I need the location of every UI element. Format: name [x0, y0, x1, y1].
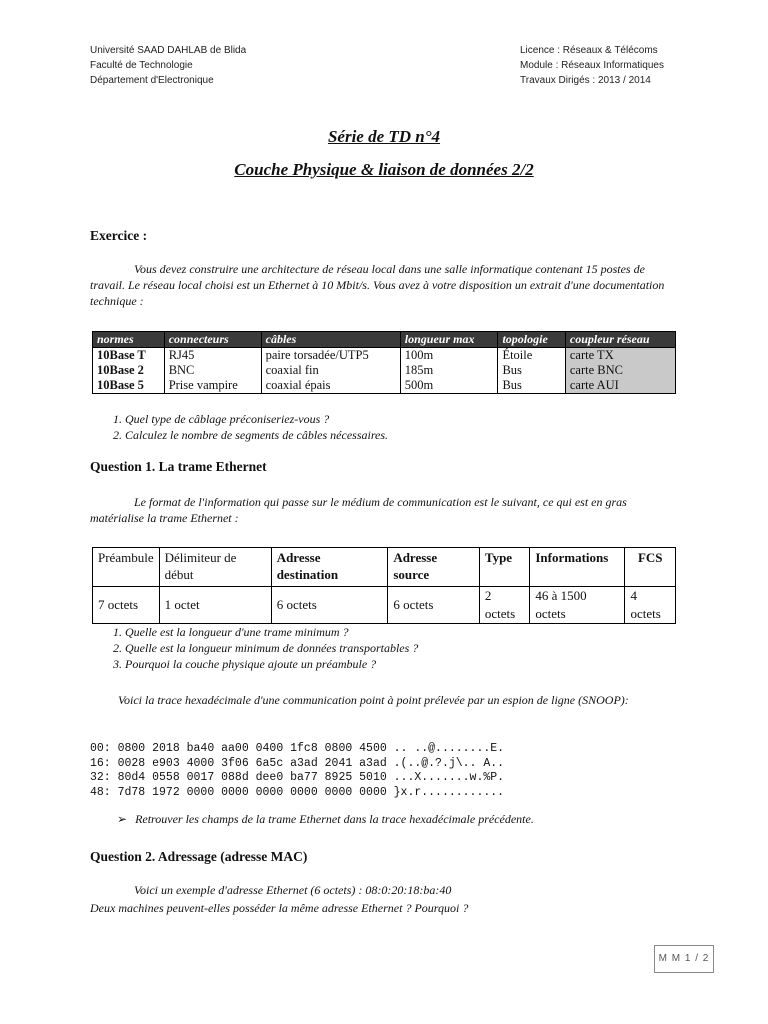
- q1-heading: Question 1. La trame Ethernet: [90, 459, 267, 474]
- col-topologie: topologie: [498, 332, 565, 348]
- arrow-instruction: ➢ Retrouver les champs de la trame Ethernet dans la trace hexadécimale précédente.: [117, 812, 534, 826]
- hex-line: 48: 7d78 1972 0000 0000 0000 0000 0000 0000 }x.r............: [90, 785, 505, 799]
- field-preambule: Préambule: [93, 548, 160, 587]
- col-normes: normes: [93, 332, 165, 348]
- list-item: 1. Quel type de câblage préconiseriez-vous ?: [125, 411, 388, 427]
- table-cell: 7 octets: [93, 587, 160, 624]
- table-cell: carte TX: [565, 348, 675, 364]
- table-cell: 1 octet: [159, 587, 271, 624]
- trace-intro: Voici la trace hexadécimale d'une communication point à point prélevée par un espion de ligne (SNOOP):: [118, 693, 629, 707]
- field-type: Type: [479, 548, 529, 587]
- list-item: 2. Calculez le nombre de segments de câbles nécessaires.: [125, 427, 388, 443]
- list-item: 2. Quelle est la longueur minimum de données transportables ?: [125, 640, 418, 656]
- q2-heading: Question 2. Adressage (adresse MAC): [90, 849, 308, 864]
- frame-table: [92, 547, 676, 624]
- table-cell: Prise vampire: [164, 378, 261, 394]
- table-cell: BNC: [164, 363, 261, 378]
- table-cell: coaxial épais: [261, 378, 400, 394]
- table-cell: carte BNC: [565, 363, 675, 378]
- table-row: [93, 363, 676, 378]
- table-cell: carte AUI: [565, 378, 675, 394]
- arrow-bullet-icon: ➢: [117, 812, 128, 826]
- licence-label: Licence : Réseaux & Télécoms: [520, 45, 658, 56]
- list-item: 3. Pourquoi la couche physique ajoute un préambule ?: [125, 656, 418, 672]
- faculty-name: Faculté de Technologie: [90, 60, 193, 71]
- q1-intro: Le format de l'information qui passe sur le médium de communication est le suivant, ce qui est en gras matérialise la trame Ethernet :: [90, 495, 627, 525]
- q2-line2: Deux machines peuvent-elles posséder la même adresse Ethernet ? Pourquoi ?: [90, 901, 469, 915]
- table-cell: 10Base 5: [93, 378, 165, 394]
- table-cell: 4 octets: [625, 587, 676, 624]
- col-coupleur: coupleur réseau: [565, 332, 675, 348]
- q1-questions: [90, 624, 418, 672]
- frame-header-row: [93, 548, 676, 587]
- table-cell: Étoile: [498, 348, 565, 364]
- table-row: [93, 348, 676, 364]
- list-item: 1. Quelle est la longueur d'une trame minimum ?: [125, 624, 418, 640]
- table-cell: 6 octets: [388, 587, 480, 624]
- table-cell: coaxial fin: [261, 363, 400, 378]
- field-delimiteur: Délimiteur de début: [159, 548, 271, 587]
- frame-value-row: [93, 587, 676, 624]
- table-cell: 100m: [400, 348, 498, 364]
- table-cell: 500m: [400, 378, 498, 394]
- col-cables: câbles: [261, 332, 400, 348]
- table-cell: Bus: [498, 378, 565, 394]
- field-fcs: FCS: [625, 548, 676, 587]
- q2-line1: Voici un exemple d'adresse Ethernet (6 octets) : 08:0:20:18:ba:40: [134, 883, 452, 897]
- university-name: Université SAAD DAHLAB de Blida: [90, 45, 247, 56]
- year-label: Travaux Dirigés : 2013 / 2014: [520, 75, 651, 86]
- field-source: Adresse source: [388, 548, 480, 587]
- hex-line: 32: 80d4 0558 0017 088d dee0 ba77 8925 5010 ...X.......w.%P.: [90, 771, 505, 784]
- exercise-heading: Exercice :: [90, 228, 148, 243]
- table-cell: Bus: [498, 363, 565, 378]
- table-header-row: [93, 332, 676, 348]
- hex-line: 16: 0028 e903 4000 3f06 6a5c a3ad 2041 a3ad .(..@.?.j\.. A..: [90, 756, 505, 770]
- exercise-questions: [90, 411, 388, 443]
- table-cell: 185m: [400, 363, 498, 378]
- header-right: [520, 43, 664, 88]
- header-left: [90, 43, 246, 88]
- col-connecteurs: connecteurs: [164, 332, 261, 348]
- table-cell: 2 octets: [479, 587, 529, 624]
- table-cell: 6 octets: [271, 587, 388, 624]
- table-cell: 46 à 1500 octets: [530, 587, 625, 624]
- department-name: Département d'Electronique: [90, 75, 214, 86]
- page-subtitle: Couche Physique & liaison de données 2/2: [234, 160, 534, 179]
- module-label: Module : Réseaux Informatiques: [520, 60, 664, 71]
- page-number-badge: M M 1 / 2: [654, 945, 714, 973]
- exercise-intro: Vous devez construire une architecture de réseau local dans une salle informatique contenant 15 postes de travail. Le réseau local choisi est un Ethernet à 10 Mbit/s. Vous avez à votre disposition un extrait d'une documentation technique :: [90, 262, 665, 308]
- table-row: [93, 378, 676, 394]
- hex-line: 00: 0800 2018 ba40 aa00 0400 1fc8 0800 4500 .. ..@........E.: [90, 742, 505, 755]
- table-cell: 10Base 2: [93, 363, 165, 378]
- hex-trace: [90, 742, 504, 800]
- field-dest: Adresse destination: [271, 548, 388, 587]
- col-longueur: longueur max: [400, 332, 498, 348]
- field-info: Informations: [530, 548, 625, 587]
- table-cell: paire torsadée/UTP5: [261, 348, 400, 364]
- table-cell: 10Base T: [93, 348, 165, 364]
- page-title: Série de TD n°4: [327, 127, 441, 146]
- norms-table: [92, 331, 676, 394]
- table-cell: RJ45: [164, 348, 261, 364]
